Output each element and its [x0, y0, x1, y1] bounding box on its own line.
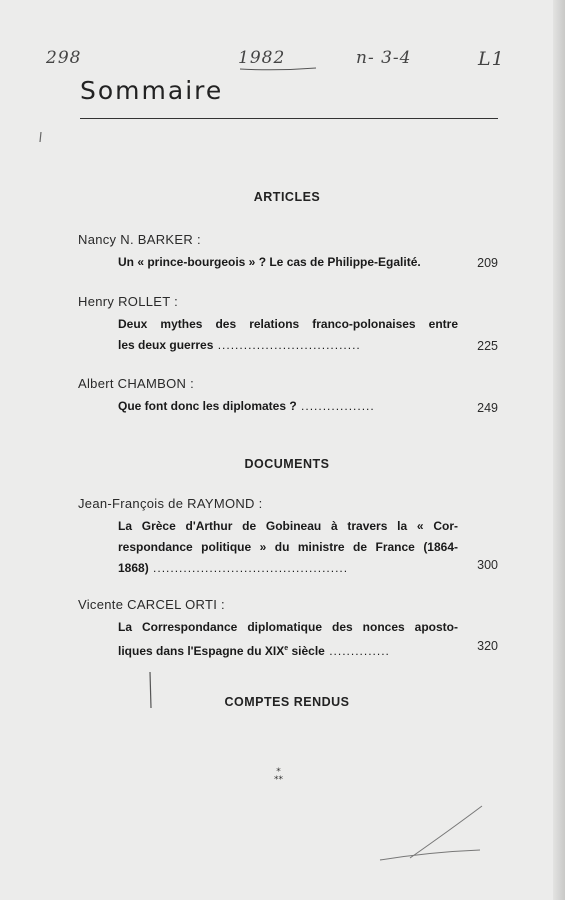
document-title	[118, 617, 458, 662]
author-name: Henry ROLLET :	[78, 294, 179, 309]
article-title-line: les deux guerres	[118, 338, 214, 352]
article-title-line: Un « prince-bourgeois » ? Le cas de Philippe-Egalité.	[118, 255, 421, 269]
page-title: Sommaire	[80, 76, 224, 105]
handwritten-code: L1	[478, 48, 505, 70]
document-title-line: La Grèce d'Arthur de Gobineau à travers la « Cor-	[118, 519, 458, 533]
page-number: 249	[477, 401, 498, 415]
handwritten-reference-number: 298	[46, 48, 82, 68]
stray-mark	[36, 130, 46, 146]
author-name: Jean-François de RAYMOND :	[78, 496, 263, 511]
handwritten-year: 1982	[238, 48, 286, 68]
leader-dots: .............................................	[148, 561, 349, 575]
page-edge-shadow	[553, 0, 565, 900]
title-rule	[80, 118, 498, 119]
article-title-line: Deux mythes des relations franco-polonaises entre	[118, 317, 458, 331]
author-name: Nancy N. BARKER :	[78, 232, 201, 247]
superscript: e	[284, 645, 289, 652]
page-number: 225	[477, 339, 498, 353]
leader-dots: ..............	[324, 644, 390, 658]
pen-scribble	[370, 800, 490, 870]
page-number: 209	[477, 256, 498, 270]
page-number: 320	[477, 639, 498, 653]
section-heading-documents: DOCUMENTS	[244, 457, 330, 471]
handwritten-issue: n- 3-4	[356, 48, 412, 68]
leader-dots: .................	[296, 399, 375, 413]
article-title	[118, 252, 458, 273]
author-name: Vicente CARCEL ORTI :	[78, 597, 225, 612]
page-number: 300	[477, 558, 498, 572]
document-title-line: respondance politique » du ministre de France (1864-	[118, 540, 458, 554]
document-title-line: liques dans l'Espagne du XIX	[118, 644, 285, 658]
document-title-line: 1868)	[118, 561, 149, 575]
document-title-line: La Correspondance diplomatique des nonces aposto-	[118, 620, 458, 634]
section-heading-articles: ARTICLES	[253, 190, 321, 204]
document-title-line: siècle	[291, 644, 325, 658]
leader-dots: .................................	[213, 338, 361, 352]
handwritten-underline	[238, 66, 318, 72]
article-title	[118, 396, 458, 417]
pen-mark	[140, 670, 160, 710]
article-title-line: Que font donc les diplomates ?	[118, 399, 297, 413]
document-title	[118, 516, 458, 579]
asterism-ornament: * **	[274, 767, 283, 785]
author-name: Albert CHAMBON :	[78, 376, 195, 391]
article-title	[118, 314, 458, 356]
section-heading-reviews: COMPTES RENDUS	[224, 695, 350, 709]
